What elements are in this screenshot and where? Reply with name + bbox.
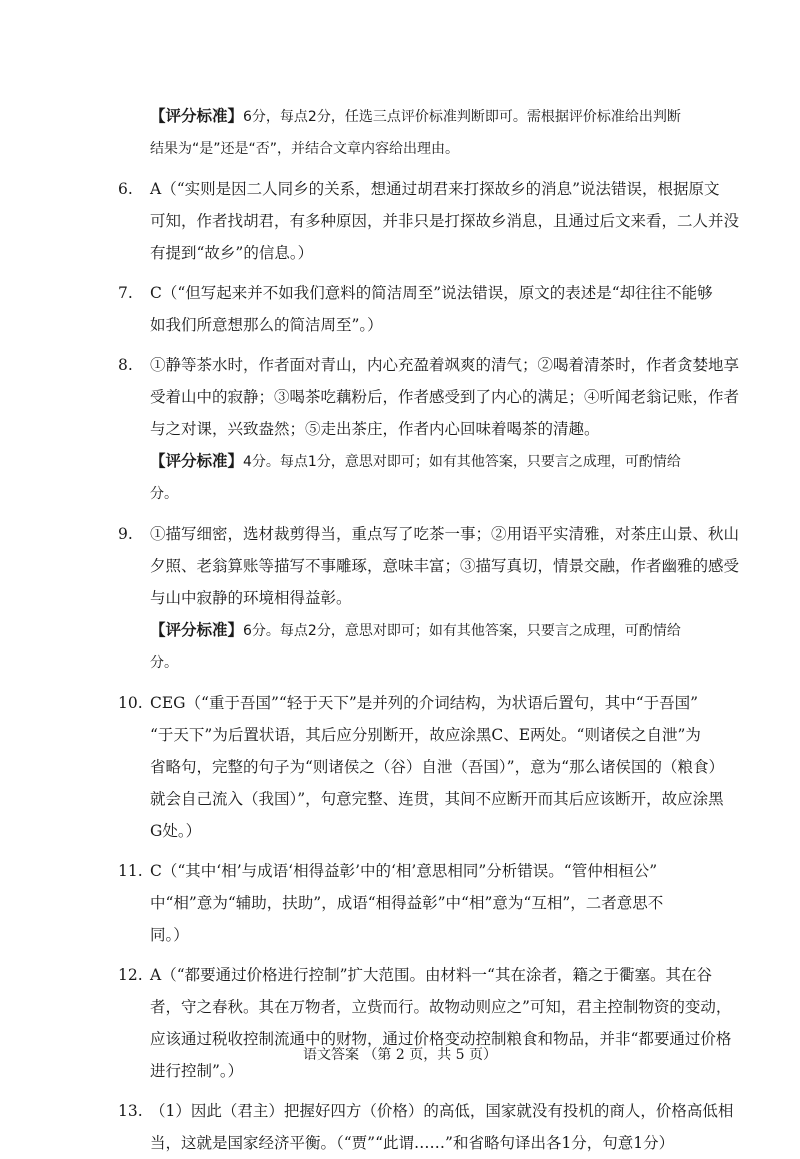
answer-line: CEG（“重于吾国”“轻于天下”是并列的介词结构，为状语后置句，其中“于吾国” (150, 694, 699, 712)
answer-content (118, 100, 740, 1159)
answer-line: 与山中寂静的环境相得益彰。 (150, 589, 352, 607)
page-footer: 语文答案 （第 2 页，共 5 页） (302, 1047, 498, 1063)
answer-line: A（“都要通过价格进行控制”扩大范围。由材料一“其在涂者，籍之于衢塞。其在谷 (150, 966, 712, 984)
answer-line: 应该通过税收控制流通中的财物，通过价格变动控制粮食和物品，并非“都要通过价格 (150, 1030, 732, 1048)
answer-line: A（“实则是因二人同乡的关系，想通过胡君来打探故乡的消息”说法错误，根据原文 (150, 180, 720, 198)
answer-line: 当，这就是国家经济平衡。（“贾”“此谓……”和省略句译出各1分，句意1分） (150, 1134, 675, 1152)
answer-line: 者，守之春秋。其在万物者，立赀而行。故物动则应之”可知，君主控制物资的变动， (150, 998, 732, 1016)
answer-q11 (118, 855, 700, 951)
answer-line: 同。） (150, 926, 189, 944)
answer-line: “于天下”为后置状语，其后应分别断开，故应涂黑C、E两处。“则诸侯之自泄”为 (150, 726, 701, 744)
answer-line: C（“但写起来并不如我们意料的简洁周至”说法错误，原文的表述是“却往往不能够 (150, 284, 713, 302)
question-number: 10. (118, 694, 143, 712)
scoring-standard-1 (118, 100, 700, 165)
scoring-standard-2 (118, 445, 700, 510)
answer-line: 受着山中的寂静；③喝茶吃藕粉后，作者感受到了内心的满足；④听闻老翁记账，作者 (150, 388, 740, 406)
answer-line: 夕照、老翁算账等描写不事雕琢，意味丰富；③描写真切，情景交融，作者幽雅的感受 (150, 557, 740, 575)
answer-line: 就会自己流入（我国）”，句意完整、连贯，其间不应断开而其后应该断开，故应涂黑 (150, 790, 724, 808)
question-number: 8. (118, 356, 133, 374)
scoring-standard-text: 6分，每点2分，任选三点评价标准判断即可。需根据评价标准给出判断 (243, 109, 681, 125)
answer-q12 (118, 959, 732, 1087)
answer-line: 进行控制”。） (150, 1062, 244, 1080)
answer-q8 (118, 349, 740, 445)
answer-q7 (118, 277, 713, 341)
answer-line: 可知，作者找胡君，有多种原因，并非只是打探故乡消息，且通过后文来看，二人并没 (150, 212, 740, 230)
answer-line: 中“相”意为“辅助，扶助”，成语“相得益彰”中“相”意为“互相”，二者意思不 (150, 894, 664, 912)
answer-q9 (118, 518, 740, 614)
question-number: 11. (118, 862, 143, 880)
question-number: 6. (118, 180, 133, 198)
answer-line: 如我们所意想那么的简洁周至”。） (150, 316, 383, 334)
scoring-standard-text: 4分。每点1分，意思对即可；如有其他答案，只要言之成理，可酌情给 (243, 454, 681, 470)
question-number: 9. (118, 525, 133, 543)
answer-line: （1）因此（君主）把握好四方（价格）的高低，国家就没有投机的商人，价格高低相 (150, 1102, 734, 1120)
scoring-standard-text: 分。 (150, 655, 178, 671)
scoring-standard-tag: 【评分标准】 (150, 451, 244, 470)
answer-q6 (118, 173, 740, 269)
scoring-standard-text: 6分。每点2分，意思对即可；如有其他答案，只要言之成理，可酌情给 (243, 623, 681, 639)
answer-line: 省略句，完整的句子为“则诸侯之（谷）自泄（吾国）”，意为“那么诸侯国的（粮食） (150, 758, 725, 776)
answer-q13 (118, 1095, 734, 1159)
answer-line: ①静等茶水时，作者面对青山，内心充盈着飒爽的清气；②喝着清茶时，作者贪婪地享 (150, 356, 740, 374)
answer-line: G处。） (150, 822, 202, 840)
answer-line: 有提到“故乡”的信息。） (150, 244, 314, 262)
answer-line: C（“其中‘相’与成语‘相得益彰’中的‘相’意思相同”分析错误。“管仲相桓公” (150, 862, 658, 880)
scoring-standard-tag: 【评分标准】 (150, 106, 244, 125)
question-number: 12. (118, 966, 143, 984)
scoring-standard-3 (118, 614, 700, 679)
question-number: 13. (118, 1102, 143, 1120)
scoring-standard-text: 结果为“是”还是“否”，并结合文章内容给出理由。 (150, 141, 460, 157)
answer-line: 与之对课，兴致盎然；⑤走出茶庄，作者内心回味着喝茶的清趣。 (150, 420, 600, 438)
answer-line: ①描写细密，选材裁剪得当，重点写了吃茶一事；②用语平实清雅，对茶庄山景、秋山 (150, 525, 740, 543)
question-number: 7. (118, 284, 133, 302)
answer-q10 (118, 687, 725, 847)
scoring-standard-text: 分。 (150, 486, 178, 502)
scoring-standard-tag: 【评分标准】 (150, 620, 244, 639)
